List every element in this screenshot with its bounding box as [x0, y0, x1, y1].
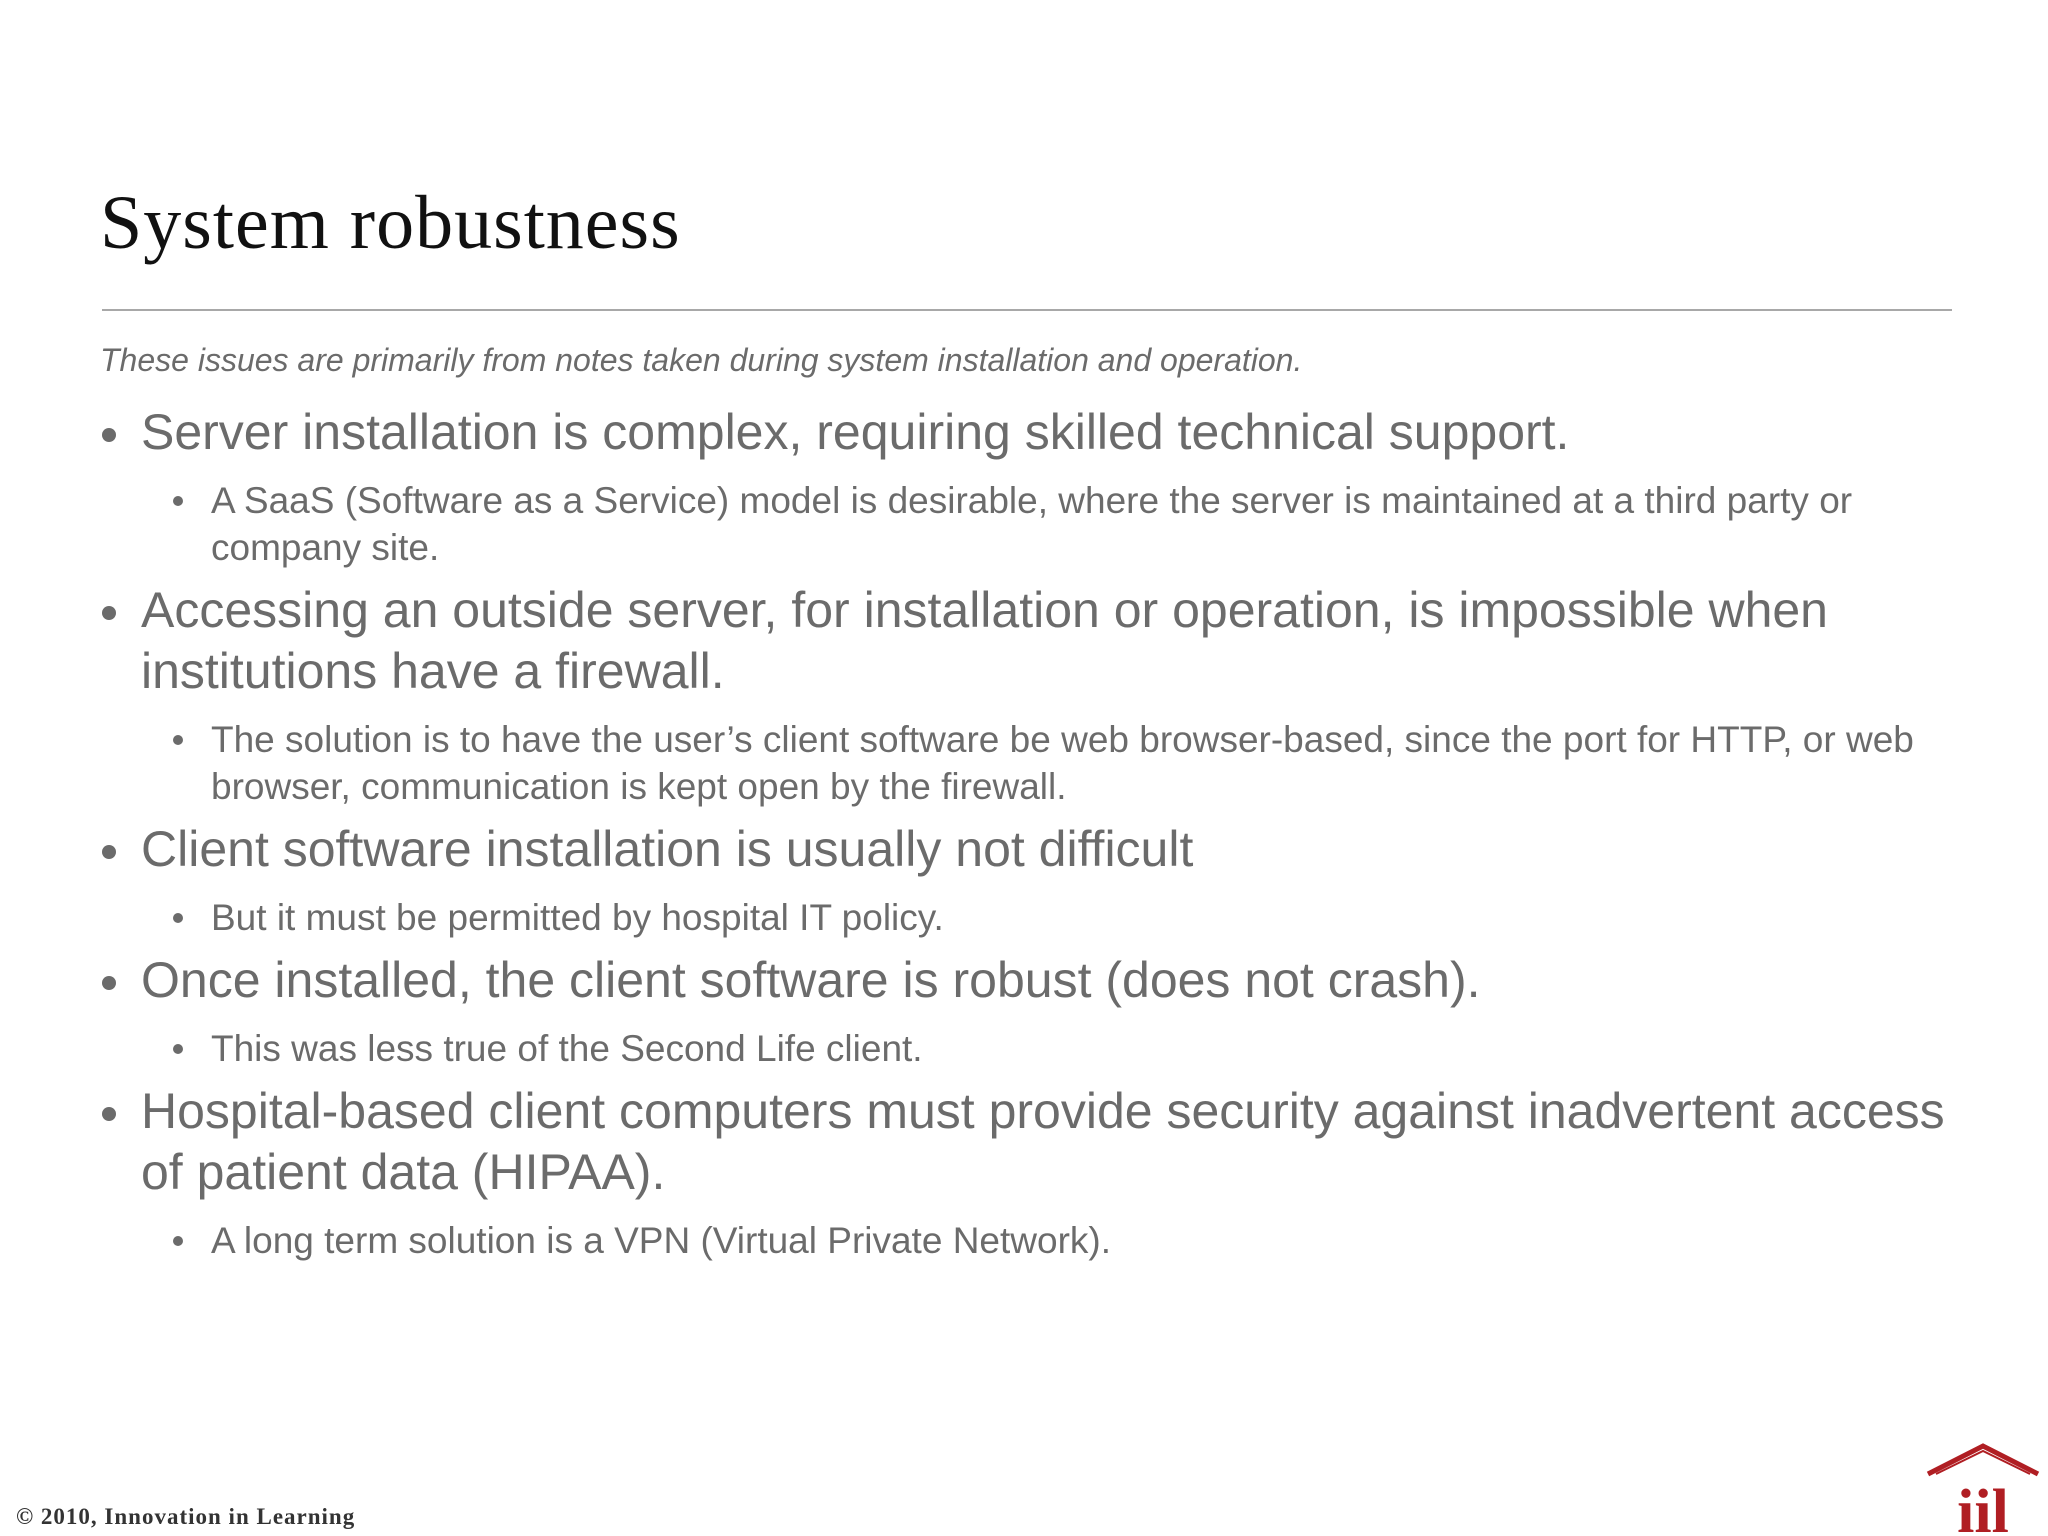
- sub-bullet-item: A long term solution is a VPN (Virtual Private Network).: [211, 1217, 1960, 1264]
- bullet-text: Once installed, the client software is robust (does not crash).: [141, 952, 1481, 1008]
- bullet-item: [100, 819, 1960, 941]
- slide-subtitle: These issues are primarily from notes taken during system installation and operation.: [100, 342, 1303, 378]
- house-roof-logo-icon: [1922, 1442, 2044, 1536]
- logo-wordmark: iil: [1957, 1478, 2009, 1536]
- sub-bullet-list: [141, 1217, 1960, 1264]
- bullet-text: Server installation is complex, requiring skilled technical support.: [141, 404, 1570, 460]
- sub-bullet-list: [141, 477, 1960, 571]
- title-divider: [102, 309, 1952, 311]
- sub-bullet-item: But it must be permitted by hospital IT policy.: [211, 894, 1960, 941]
- bullet-list: [100, 402, 1960, 1273]
- bullet-text: Accessing an outside server, for installation or operation, is impossible when institutions have a firewall.: [141, 582, 1828, 699]
- sub-bullet-item: This was less true of the Second Life client.: [211, 1025, 1960, 1072]
- sub-bullet-list: [141, 894, 1960, 941]
- bullet-item: [100, 1081, 1960, 1264]
- sub-bullet-item: A SaaS (Software as a Service) model is desirable, where the server is maintained at a third party or company site.: [211, 477, 1960, 571]
- bullet-item: [100, 580, 1960, 810]
- bullet-text: Hospital-based client computers must provide security against inadvertent access of patient data (HIPAA).: [141, 1083, 1945, 1200]
- bullet-item: [100, 402, 1960, 571]
- footer-copyright: © 2010, Innovation in Learning: [16, 1504, 356, 1529]
- sub-bullet-list: [141, 716, 1960, 810]
- slide-title: System robustness: [100, 181, 681, 265]
- sub-bullet-item: The solution is to have the user’s client software be web browser-based, since the port for HTTP, or web browser, communication is kept open by the firewall.: [211, 716, 1960, 810]
- bullet-item: [100, 950, 1960, 1072]
- sub-bullet-list: [141, 1025, 1960, 1072]
- bullet-text: Client software installation is usually not difficult: [141, 821, 1194, 877]
